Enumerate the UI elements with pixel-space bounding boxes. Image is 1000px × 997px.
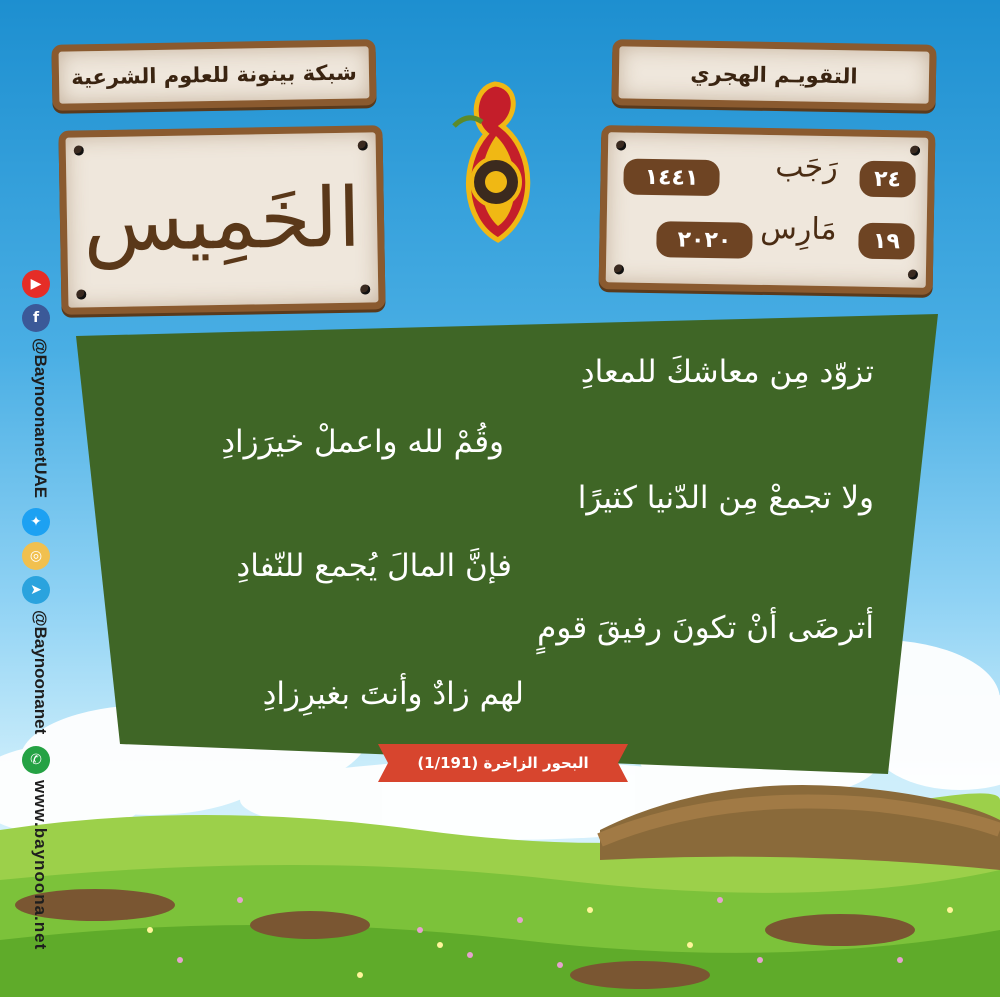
youtube-icon[interactable]: ▶	[22, 270, 50, 298]
whatsapp-icon[interactable]: ✆	[22, 746, 50, 774]
poem-line-4: فإنَّ المالَ يُجمع للنّفادِ	[236, 548, 512, 584]
calendar-title: التقويـم الهجري	[690, 61, 858, 89]
calendar-title-plank	[611, 39, 936, 111]
website-url[interactable]: www.baynoona.net	[31, 780, 50, 951]
day-name-plank	[58, 125, 385, 315]
calendar-date-plank	[599, 125, 936, 295]
poem-line-6: لهم زادٌ وأنتَ بغيرِزادِ	[262, 676, 524, 712]
network-name-plank	[51, 39, 376, 111]
poem-source: البحور الزاخرة (1/191)	[417, 754, 589, 772]
instagram-icon[interactable]: ◎	[22, 542, 50, 570]
facebook-icon[interactable]: f	[22, 304, 50, 332]
baynoona-logo-icon	[440, 74, 550, 254]
gregorian-year: ٢٠٢٠	[656, 221, 753, 259]
telegram-icon[interactable]: ➤	[22, 576, 50, 604]
poem-line-3: ولا تجمعْ مِن الدّنيا كثيرًا	[577, 480, 874, 516]
poem-line-1: تزوّد مِن معاشكَ للمعادِ	[580, 354, 874, 390]
poem-line-2: وقُمْ لله واعملْ خيرَزادِ	[221, 424, 504, 460]
twitter-icon[interactable]: ✦	[22, 508, 50, 536]
hijri-day: ٢٤	[859, 161, 916, 198]
day-name: الخَمِيس	[82, 170, 362, 271]
hijri-year: ١٤٤١	[623, 158, 720, 196]
network-name: شبكة بينونة للعلوم الشرعية	[71, 60, 357, 90]
poem-line-5: أترضَى أنْ تكونَ رفيقَ قومٍ	[537, 610, 874, 646]
gregorian-month: مَارِس	[760, 210, 837, 248]
gregorian-day: ١٩	[858, 223, 915, 260]
hijri-month: رَجَب	[774, 149, 839, 186]
handle[interactable]: @Baynoonanet	[31, 610, 50, 735]
social-sidebar	[0, 270, 60, 997]
handle-uae[interactable]: @BaynoonanetUAE	[31, 338, 50, 499]
